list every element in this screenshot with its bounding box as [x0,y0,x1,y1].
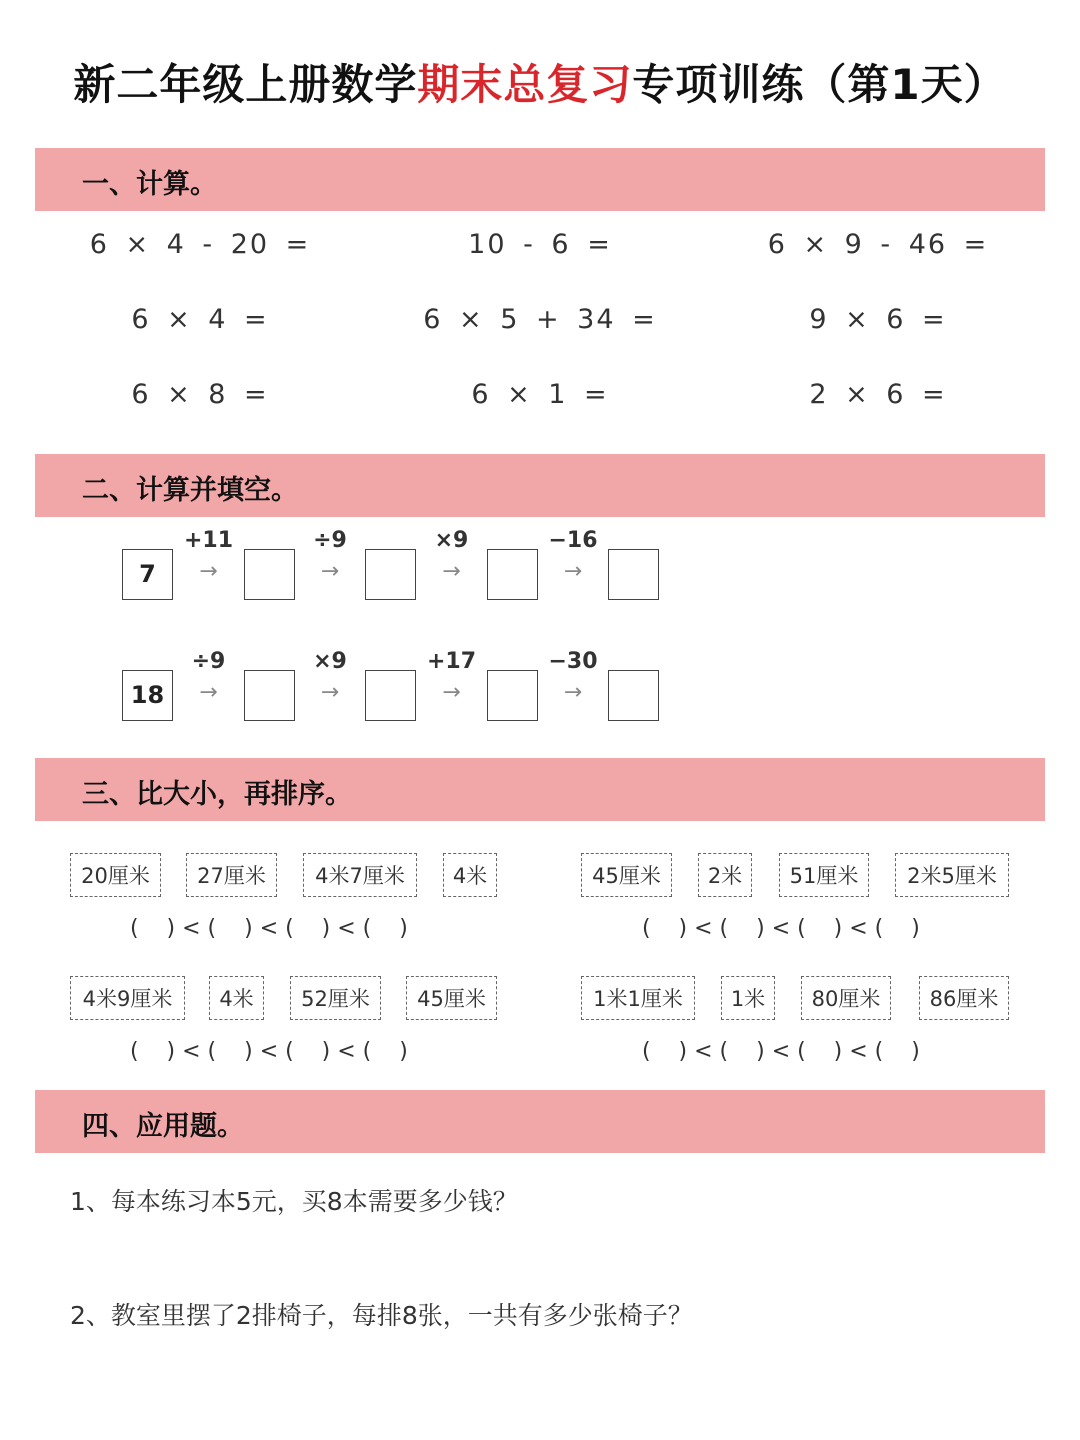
arrow-icon: → [199,680,218,705]
operation-label: ÷9 [191,649,226,674]
title-highlight: 期末总复习 [417,60,633,109]
answer-box[interactable] [487,549,538,600]
calc-expression: 6 × 4 = [131,304,269,335]
length-card: 45厘米 [406,976,497,1020]
answer-box[interactable] [487,670,538,721]
section-4-header [35,1090,1045,1153]
question-1: 1、每本练习本5元，买8本需要多少钱？ [70,1187,518,1216]
length-card: 4米 [443,853,497,897]
operation-label: −30 [548,649,598,674]
calc-expression: 6 × 4 - 20 = [89,229,311,260]
arrow-icon: → [199,559,218,584]
section-2-header [35,454,1045,517]
calc-expression: 6 × 9 - 46 = [767,229,989,260]
length-card: 52厘米 [290,976,381,1020]
section-heading: 三、比大小，再排序。 [82,779,352,810]
length-card: 51厘米 [779,853,869,897]
calc-expression: 6 × 1 = [471,379,609,410]
length-card: 86厘米 [919,976,1009,1020]
operation-label: +11 [183,528,234,553]
arrow-icon: → [442,680,461,705]
operation-label: ÷9 [313,528,347,553]
operation-label: ×9 [434,528,469,553]
operation-label: ×9 [313,649,347,674]
calc-expression: 9 × 6 = [809,304,947,335]
length-card: 45厘米 [581,853,672,897]
length-card: 1米1厘米 [581,976,695,1020]
arrow-icon: → [442,559,461,584]
section-heading: 四、应用题。 [82,1111,244,1142]
page-title [0,52,1080,112]
calc-expression: 6 × 8 = [131,379,269,410]
order-blanks[interactable]: ( ) < ( ) < ( ) < ( ) [130,916,408,941]
calc-expression: 10 - 6 = [468,229,612,260]
arrow-icon: → [320,680,340,705]
title-part1: 新二年级上册数学 [73,60,418,109]
calc-expression: 2 × 6 = [809,379,947,410]
answer-box[interactable] [365,549,416,600]
answer-box[interactable] [608,549,659,600]
start-number-box: 18 [122,670,173,721]
length-card: 80厘米 [801,976,891,1020]
operation-label: +17 [426,649,477,674]
order-blanks[interactable]: ( ) < ( ) < ( ) < ( ) [642,1039,920,1064]
section-1-header [35,148,1045,211]
section-heading: 二、计算并填空。 [82,475,298,506]
length-card: 1米 [721,976,775,1020]
section-heading: 一、计算。 [82,169,217,200]
answer-box[interactable] [244,670,295,721]
length-card: 4米9厘米 [70,976,185,1020]
calc-expression: 6 × 5 + 34 = [423,304,657,335]
order-blanks[interactable]: ( ) < ( ) < ( ) < ( ) [130,1039,408,1064]
length-card: 4米7厘米 [303,853,417,897]
question-2: 2、教室里摆了2排椅子，每排8张，一共有多少张椅子？ [70,1301,693,1330]
section-3-header [35,758,1045,821]
length-card: 20厘米 [70,853,161,897]
arrow-icon: → [320,559,340,584]
operation-label: −16 [548,528,598,553]
order-blanks[interactable]: ( ) < ( ) < ( ) < ( ) [642,916,920,941]
length-card: 27厘米 [186,853,277,897]
arrow-icon: → [563,559,583,584]
length-card: 4米 [209,976,264,1020]
answer-box[interactable] [365,670,416,721]
answer-box[interactable] [608,670,659,721]
arrow-icon: → [563,680,583,705]
length-card: 2米 [698,853,752,897]
start-number-box: 7 [122,549,173,600]
length-card: 2米5厘米 [895,853,1009,897]
title-part2: 专项训练（第1天） [632,60,1007,109]
answer-box[interactable] [244,549,295,600]
